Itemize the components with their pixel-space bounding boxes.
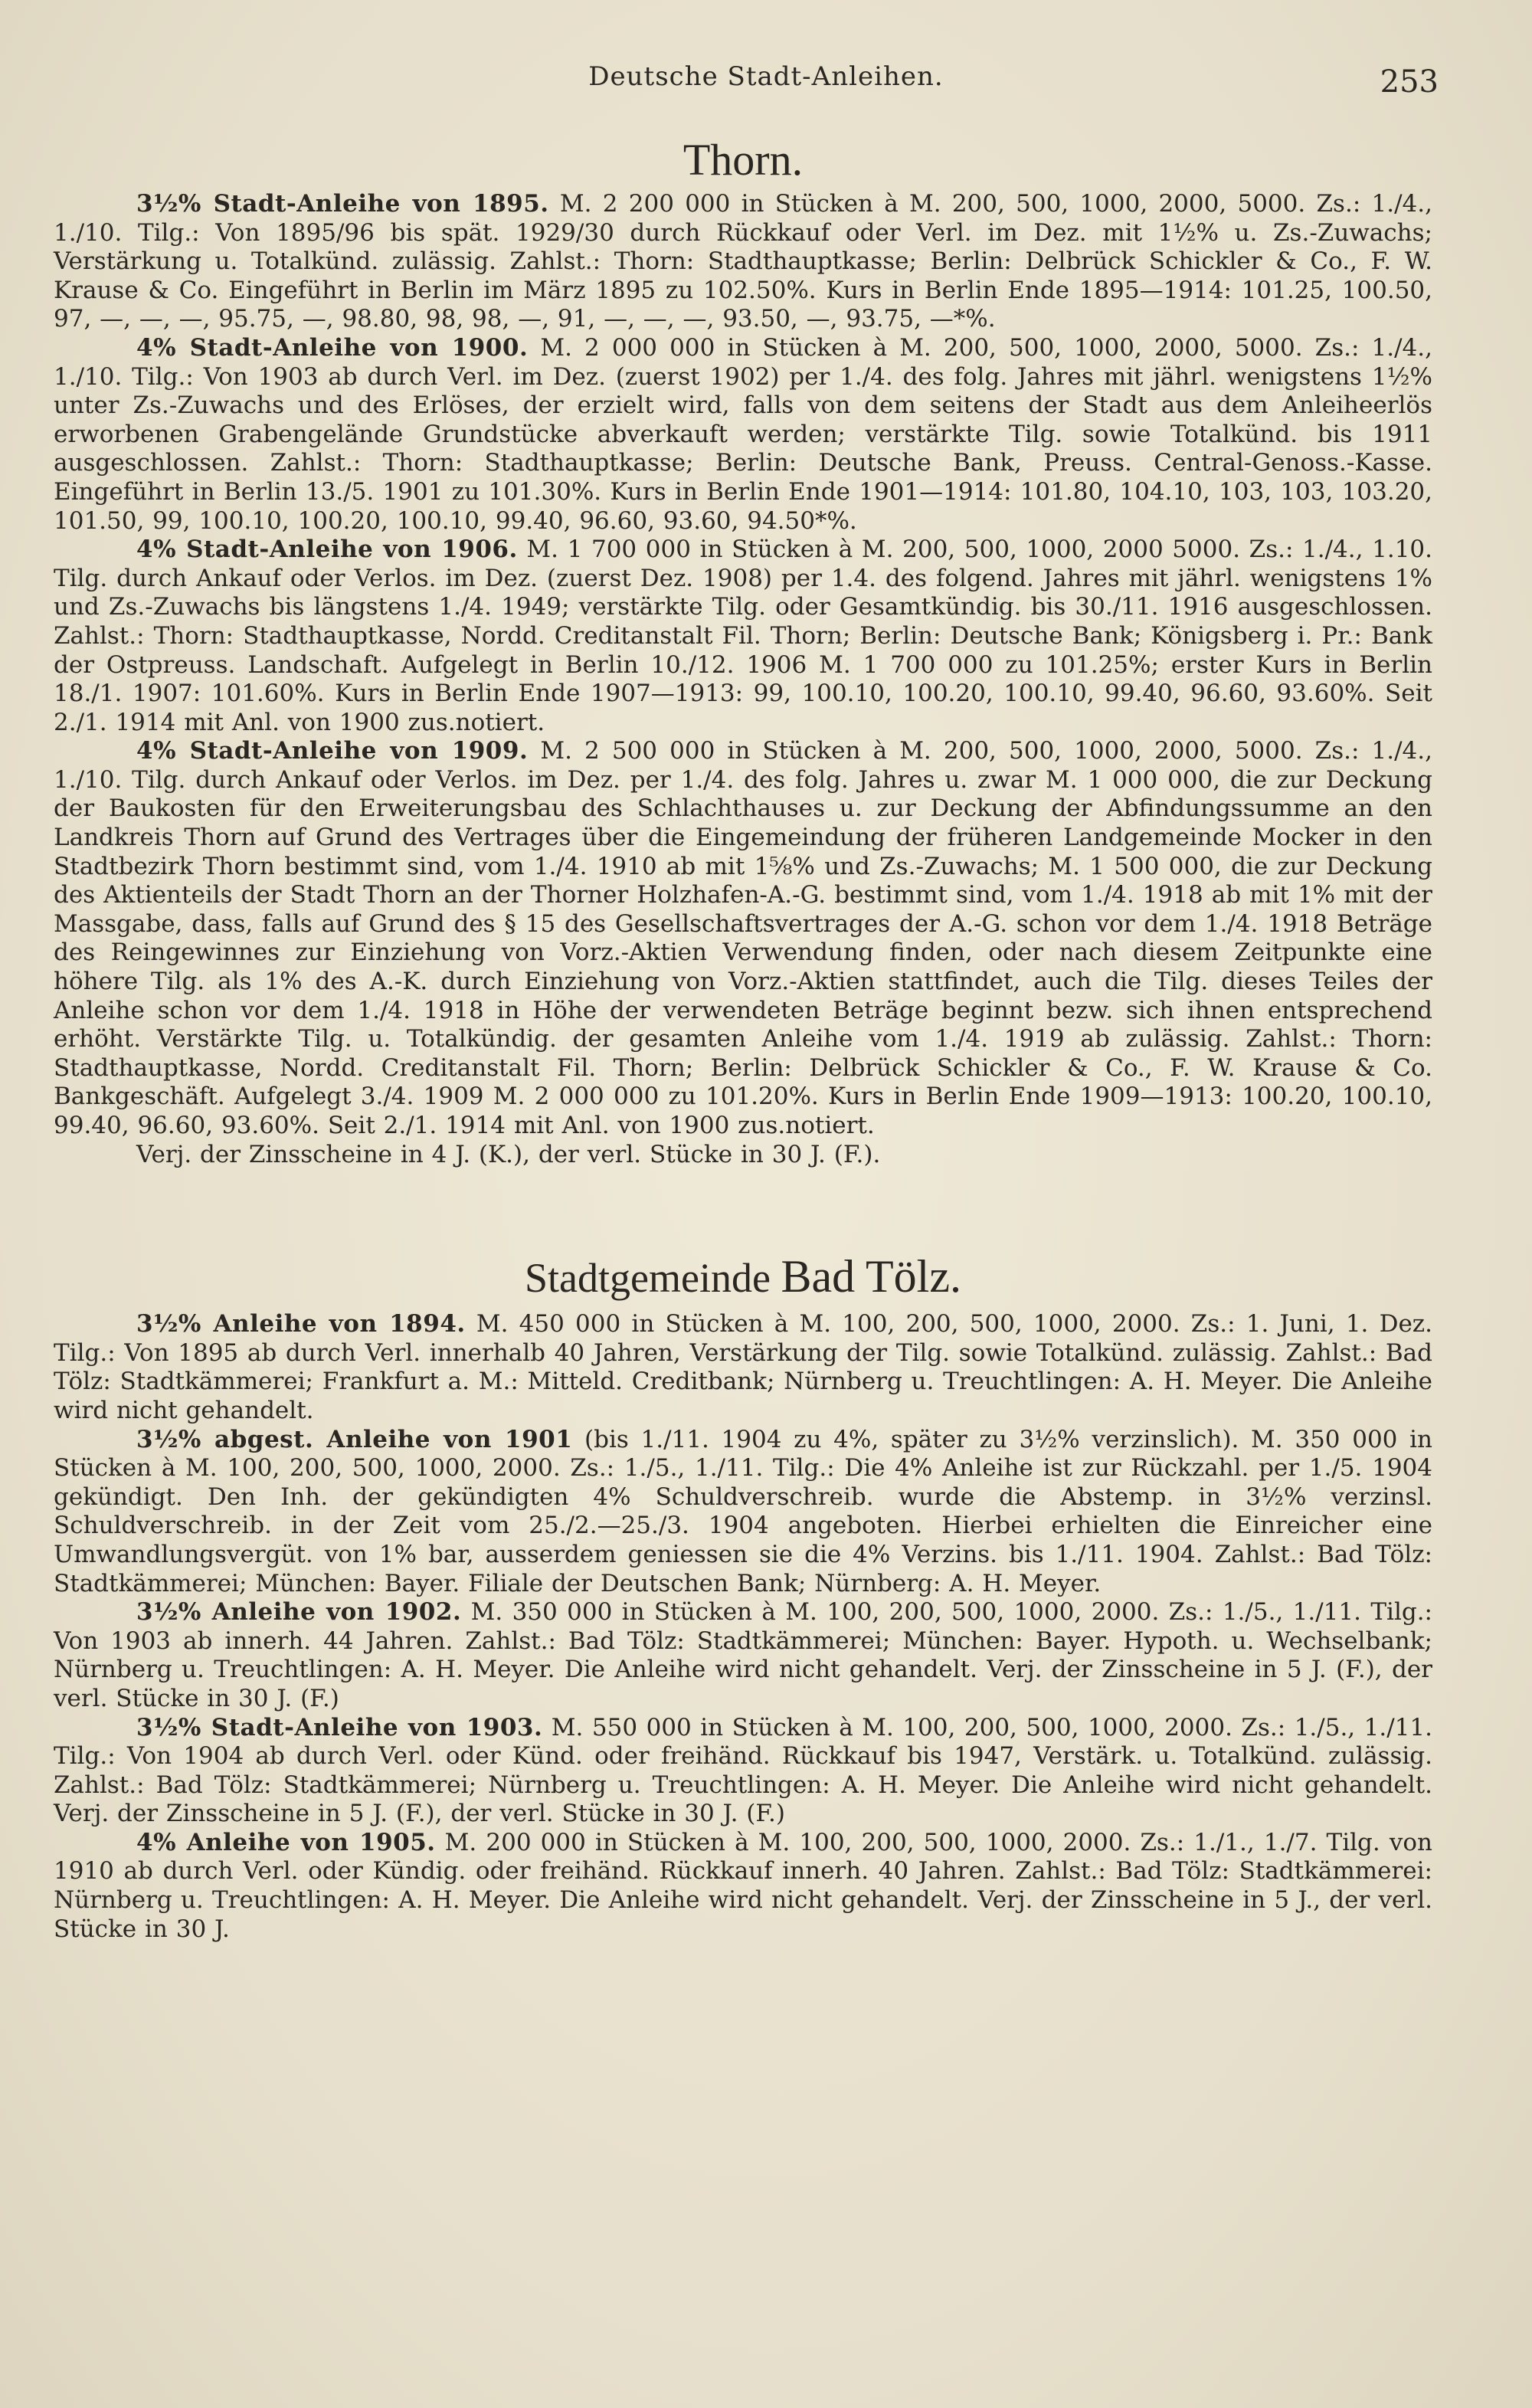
- entry-thorn-1895: [54, 190, 1432, 334]
- section-title-prefix: Stadtgemeinde: [525, 1255, 781, 1302]
- entry-text: M. 2 200 000 in Stücken à M. 200, 500, 1000, 2000, 5000. Zs.: 1./4., 1./10. Tilg.: Von 1895/96 bis spät. 1929/30 durch Rückkauf oder Verl. im Dez. mit 1½% u. Zs.-Zuwachs; Verstärkung u. Totalkünd. zulässig. Zahlst.: Thorn: Stadthauptkasse; Berlin: Delbrück Schickler & Co., F. W. Krause & Co. Eingeführt in Berlin im März 1895 zu 102.50%. Kurs in Berlin Ende 1895—1914: 101.25, 100.50, 97, —, —, —, 95.75, —, 98.80, 98, 98, —, 91, —, —, —, 93.50, —, 93.75, —*%.: [54, 190, 1432, 333]
- entry-lead: 4% Anleihe von 1905.: [136, 1828, 436, 1856]
- entry-lead: 4% Stadt-Anleihe von 1900.: [136, 333, 529, 362]
- entry-toelz-1894: [54, 1310, 1432, 1425]
- entry-text: M. 2 500 000 in Stücken à M. 200, 500, 1000, 2000, 5000. Zs.: 1./4., 1./10. Tilg. durch Ankauf oder Verlos. im Dez. per 1./4. des folg. Jahres u. zwar M. 1 000 000, die zur Deckung der Baukosten für den Erweiterungsbau des Schlachthauses u. zur Deckung der Abfindungssumme an den Landkreis Thorn auf Grund des Vertrages über die Eingemeindung der früheren Landgemeinde Mocker in den Stadtbezirk Thorn bestimmt sind, vom 1./4. 1910 ab mit 1⅝% und Zs.-Zuwachs; M. 1 500 000, die zur Deckung des Aktienteils der Stadt Thorn an der Thorner Holzhafen-A.-G. bestimmt sind, vom 1./4. 1918 ab mit 1% mit der Massgabe, dass, falls auf Grund des § 15 des Gesellschaftsvertrages der A.-G. schon vor dem 1./4. 1918 Beträge des Reingewinnes zur Einziehung von Vorz.-Aktien Verwendung finden, oder nach diesem Zeitpunkte eine höhere Tilg. als 1% des A.-K. durch Einziehung von Vorz.-Aktien stattfindet, auch die Tilg. dieses Teiles der Anleihe schon vor dem 1./4. 1918 in Höhe der verwendeten Beträge beginnt bezw. sich ihnen entsprechend erhöht. Verstärkte Tilg. u. Totalkündig. der gesamten Anleihe vom 1./4. 1919 ab zulässig. Zahlst.: Thorn: Stadthauptkasse, Nordd. Creditanstalt Fil. Thorn; Berlin: Delbrück Schickler & Co., F. W. Krause & Co. Bankgeschäft. Aufgelegt 3./4. 1909 M. 2 000 000 zu 101.20%. Kurs in Berlin Ende 1909—1913: 100.20, 100.10, 99.40, 96.60, 93.60%. Seit 2./1. 1914 mit Anl. von 1900 zus.notiert.: [54, 737, 1432, 1139]
- entry-lead: 3½% Anleihe von 1902.: [136, 1598, 462, 1627]
- text-column: [54, 0, 1432, 1944]
- section-title-bad-toelz: [54, 1252, 1432, 1302]
- section-title-thorn: Thorn.: [683, 135, 804, 185]
- entry-thorn-1909: [54, 737, 1432, 1140]
- entry-lead: 4% Stadt-Anleihe von 1909.: [136, 737, 529, 765]
- entry-toelz-1905: [54, 1829, 1432, 1944]
- running-title: Deutsche Stadt-Anleihen.: [588, 61, 944, 92]
- entry-thorn-1900: [54, 334, 1432, 536]
- entry-lead: 4% Stadt-Anleihe von 1906.: [136, 536, 518, 564]
- entry-text: M. 2 000 000 in Stücken à M. 200, 500, 1000, 2000, 5000. Zs.: 1./4., 1./10. Tilg.: Von 1903 ab durch Verl. im Dez. (zuerst 1902) per 1./4. des folg. Jahres mit jährl. wenigstens 1½% unter Zs.-Zuwachs und des Erlöses, der erzielt wird, falls von dem seitens der Stadt aus dem Anleiheerlös erworbenen Grabengelände Grundstücke abverkauft werden; verstärkte Tilg. sowie Totalkünd. bis 1911 ausgeschlossen. Zahlst.: Thorn: Stadthauptkasse; Berlin: Deutsche Bank, Preuss. Central-Genoss.-Kasse. Eingeführt in Berlin 13./5. 1901 zu 101.30%. Kurs in Berlin Ende 1901—1914: 101.80, 104.10, 103, 103, 103.20, 101.50, 99, 100.10, 100.20, 100.10, 99.40, 96.60, 93.60, 94.50*%.: [54, 333, 1432, 535]
- entry-text: M. 1 700 000 in Stücken à M. 200, 500, 1000, 2000 5000. Zs.: 1./4., 1.10. Tilg. durch Ankauf oder Verlos. im Dez. (zuerst Dez. 1908) per 1.4. des folgend. Jahres mit jährl. wenigstens 1% und Zs.-Zuwachs bis längstens 1./4. 1949; verstärkte Tilg. oder Gesamtkündig. bis 30./11. 1916 ausgeschlossen. Zahlst.: Thorn: Stadthauptkasse, Nordd. Creditanstalt Fil. Thorn; Berlin: Deutsche Bank; Königsberg i. Pr.: Bank der Ostpreuss. Landschaft. Aufgelegt in Berlin 10./12. 1906 M. 1 700 000 zu 101.25%; erster Kurs in Berlin 18./1. 1907: 101.60%. Kurs in Berlin Ende 1907—1913: 99, 100.10, 100.20, 100.10, 99.40, 96.60, 93.60%. Seit 2./1. 1914 mit Anl. von 1900 zus.notiert.: [54, 536, 1432, 736]
- section-title-main: Bad Tölz.: [781, 1251, 961, 1302]
- entry-lead: 3½% abgest. Anleihe von 1901: [136, 1425, 573, 1453]
- entry-thorn-verjaehrung: [54, 1141, 1432, 1170]
- entry-text: Verj. der Zinsscheine in 4 J. (K.), der verl. Stücke in 30 J. (F.).: [136, 1140, 881, 1168]
- entry-text: (bis 1./11. 1904 zu 4%, später zu 3½% verzinslich). M. 350 000 in Stücken à M. 100, 200, 500, 1000, 2000. Zs.: 1./5., 1./11. Tilg.: Die 4% Anleihe ist zur Rückzahl. per 1./5. 1904 gekündigt. Den Inh. der gekündigten 4% Schuldverschreib. wurde die Abstemp. in 3½% verzinsl. Schuldverschreib. in der Zeit vom 25./2.—25./3. 1904 angeboten. Hierbei erhielten die Einreicher eine Umwandlungsvergüt. von 1% bar, ausserdem geniessen sie die 4% Verzins. bis 1./11. 1904. Zahlst.: Bad Tölz: Stadtkämmerei; München: Bayer. Filiale der Deutschen Bank; Nürnberg: A. H. Meyer.: [54, 1425, 1432, 1597]
- entry-text: M. 200 000 in Stücken à M. 100, 200, 500, 1000, 2000. Zs.: 1./1., 1./7. Tilg. von 1910 ab durch Verl. oder Kündig. oder freihänd. Rückkauf innerh. 40 Jahren. Zahlst.: Bad Tölz: Stadtkämmerei: Nürnberg u. Treuchtlingen: A. H. Meyer. Die Anleihe wird nicht gehandelt. Verj. der Zinsscheine in 5 J., der verl. Stücke in 30 J.: [54, 1828, 1432, 1943]
- entry-lead: 3½% Stadt-Anleihe von 1895.: [136, 190, 549, 218]
- entry-text: M. 450 000 in Stücken à M. 100, 200, 500, 1000, 2000. Zs.: 1. Juni, 1. Dez. Tilg.: Von 1895 ab durch Verl. innerhalb 40 Jahren, Verstärkung der Tilg. sowie Totalkünd. zulässig. Zahlst.: Bad Tölz: Stadtkämmerei; Frankfurt a. M.: Mitteld. Creditbank; Nürnberg u. Treuchtlingen: A. H. Meyer. Die Anleihe wird nicht gehandelt.: [54, 1310, 1432, 1424]
- entry-toelz-1901: [54, 1426, 1432, 1599]
- entry-text: M. 350 000 in Stücken à M. 100, 200, 500, 1000, 2000. Zs.: 1./5., 1./11. Tilg.: Von 1903 ab innerh. 44 Jahren. Zahlst.: Bad Tölz: Stadtkämmerei; München: Bayer. Hypoth. u. Wechselbank; Nürnberg u. Treuchtlingen: A. H. Meyer. Die Anleihe wird nicht gehandelt. Verj. der Zinsscheine in 5 J. (F.), der verl. Stücke in 30 J. (F.): [54, 1598, 1432, 1712]
- entry-toelz-1903: [54, 1714, 1432, 1829]
- page-number: 253: [1380, 64, 1439, 100]
- entry-thorn-1906: [54, 536, 1432, 737]
- entry-lead: 3½% Anleihe von 1894.: [136, 1310, 466, 1338]
- entry-text: M. 550 000 in Stücken à M. 100, 200, 500, 1000, 2000. Zs.: 1./5., 1./11. Tilg.: Von 1904 ab durch Verl. oder Künd. oder freihänd. Rückkauf bis 1947, Verstärk. u. Totalkünd. zulässig. Zahlst.: Bad Tölz: Stadtkämmerei; Nürnberg u. Treuchtlingen: A. H. Meyer. Die Anleihe wird nicht gehandelt. Verj. der Zinsscheine in 5 J. (F.), der verl. Stücke in 30 J. (F.): [54, 1713, 1432, 1828]
- entry-toelz-1902: [54, 1598, 1432, 1713]
- entry-lead: 3½% Stadt-Anleihe von 1903.: [136, 1713, 543, 1741]
